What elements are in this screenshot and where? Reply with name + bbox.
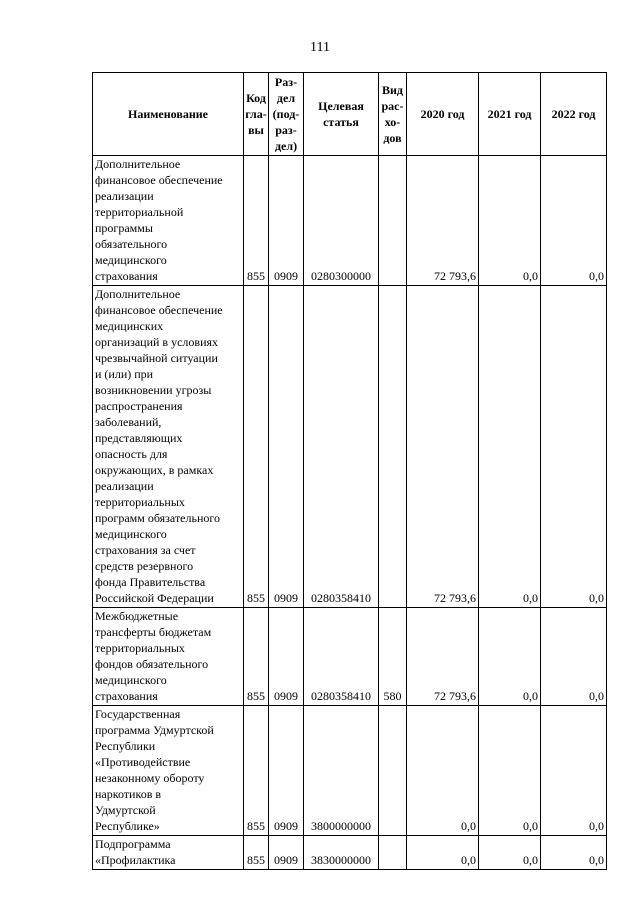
cell-name xyxy=(93,156,244,286)
cell-name-line: реализации xyxy=(95,479,154,493)
header-expense-type: Вид рас- хо- дов xyxy=(379,73,407,156)
cell-name-line: программа Удмуртской xyxy=(95,723,214,737)
cell-2022: 0,0 xyxy=(541,706,607,836)
cell-name-line: и (или) при xyxy=(95,367,154,381)
cell-name-line: фонда Правительства xyxy=(95,575,206,589)
cell-name-line: Подпрограмма xyxy=(95,837,171,851)
cell-name-line: Дополнительное xyxy=(95,287,181,301)
cell-name-line: средств резервного xyxy=(95,559,194,573)
table-row xyxy=(93,156,607,286)
cell-name-line: «Профилактика xyxy=(95,853,176,867)
cell-name-line: наркотиков в xyxy=(95,787,162,801)
cell-name-line: Межбюджетные xyxy=(95,609,179,623)
cell-name-line: реализации xyxy=(95,189,154,203)
cell-name-line: территориальных xyxy=(95,495,185,509)
cell-name xyxy=(93,286,244,608)
cell-2020: 72 793,6 xyxy=(407,286,479,608)
cell-name-line: Удмуртской xyxy=(95,803,156,817)
cell-name-line: медицинского xyxy=(95,673,167,687)
cell-target-article: 3830000000 xyxy=(304,836,379,870)
cell-name-line: опасность для xyxy=(95,447,168,461)
cell-2022: 0,0 xyxy=(541,608,607,706)
header-2021: 2021 год xyxy=(479,73,541,156)
cell-expense-type: 580 xyxy=(379,608,407,706)
cell-2020: 72 793,6 xyxy=(407,608,479,706)
cell-2021: 0,0 xyxy=(479,706,541,836)
cell-2021: 0,0 xyxy=(479,608,541,706)
header-chapter-code: Код гла- вы xyxy=(244,73,269,156)
cell-2021: 0,0 xyxy=(479,156,541,286)
cell-2020: 0,0 xyxy=(407,836,479,870)
cell-chapter-code: 855 xyxy=(244,608,269,706)
cell-name-line: финансовое обеспечение xyxy=(95,173,223,187)
cell-2021: 0,0 xyxy=(479,836,541,870)
cell-name-line: страхования за счет xyxy=(95,543,196,557)
header-name: Наименование xyxy=(93,73,244,156)
cell-expense-type xyxy=(379,706,407,836)
table-row xyxy=(93,286,607,608)
cell-section: 0909 xyxy=(269,706,304,836)
cell-name-line: Республики xyxy=(95,739,156,753)
cell-name-line: территориальной xyxy=(95,205,184,219)
cell-name-line: «Противодействие xyxy=(95,755,191,769)
table-row xyxy=(93,608,607,706)
cell-name-line: финансовое обеспечение xyxy=(95,303,223,317)
cell-expense-type xyxy=(379,836,407,870)
cell-2020: 72 793,6 xyxy=(407,156,479,286)
cell-expense-type xyxy=(379,156,407,286)
page-number: 111 xyxy=(310,40,330,55)
cell-name-line: возникновении угрозы xyxy=(95,383,212,397)
header-row xyxy=(93,73,607,156)
cell-name-line: территориальных xyxy=(95,641,185,655)
cell-name-line: трансферты бюджетам xyxy=(95,625,212,639)
cell-name xyxy=(93,608,244,706)
cell-section: 0909 xyxy=(269,836,304,870)
cell-name xyxy=(93,836,244,870)
cell-2022: 0,0 xyxy=(541,286,607,608)
cell-name-line: представляющих xyxy=(95,431,183,445)
cell-2022: 0,0 xyxy=(541,836,607,870)
cell-section: 0909 xyxy=(269,608,304,706)
header-2022: 2022 год xyxy=(541,73,607,156)
cell-name-line: фондов обязательного xyxy=(95,657,209,671)
table-row xyxy=(93,836,607,870)
header-section: Раз- дел (под- раз- дел) xyxy=(269,73,304,156)
cell-target-article: 0280300000 xyxy=(304,156,379,286)
cell-2022: 0,0 xyxy=(541,156,607,286)
header-target-article: Целевая статья xyxy=(304,73,379,156)
cell-target-article: 3800000000 xyxy=(304,706,379,836)
cell-name-line: Республике» xyxy=(95,819,160,833)
cell-name xyxy=(93,706,244,836)
cell-name-line: Государственная xyxy=(95,707,181,721)
cell-name-line: заболеваний, xyxy=(95,415,162,429)
cell-target-article: 0280358410 xyxy=(304,286,379,608)
cell-target-article: 0280358410 xyxy=(304,608,379,706)
budget-table xyxy=(92,72,607,870)
cell-expense-type xyxy=(379,286,407,608)
cell-name-line: медицинского xyxy=(95,253,167,267)
cell-2021: 0,0 xyxy=(479,286,541,608)
cell-name-line: окружающих, в рамках xyxy=(95,463,214,477)
cell-2020: 0,0 xyxy=(407,706,479,836)
cell-name-line: программ обязательного xyxy=(95,511,221,525)
cell-name-line: организаций в условиях xyxy=(95,335,219,349)
cell-name-line: Российской Федерации xyxy=(95,591,214,605)
cell-chapter-code: 855 xyxy=(244,706,269,836)
cell-section: 0909 xyxy=(269,286,304,608)
header-2020: 2020 год xyxy=(407,73,479,156)
table-row xyxy=(93,706,607,836)
cell-section: 0909 xyxy=(269,156,304,286)
cell-chapter-code: 855 xyxy=(244,836,269,870)
cell-name-line: страхования xyxy=(95,269,158,283)
cell-name-line: распространения xyxy=(95,399,183,413)
cell-chapter-code: 855 xyxy=(244,286,269,608)
cell-name-line: незаконному обороту xyxy=(95,771,205,785)
cell-name-line: страхования xyxy=(95,689,158,703)
cell-name-line: чрезвычайной ситуации xyxy=(95,351,218,365)
cell-name-line: медицинских xyxy=(95,319,164,333)
cell-name-line: медицинского xyxy=(95,527,167,541)
cell-name-line: обязательного xyxy=(95,237,168,251)
cell-name-line: Дополнительное xyxy=(95,157,181,171)
cell-chapter-code: 855 xyxy=(244,156,269,286)
cell-name-line: программы xyxy=(95,221,153,235)
